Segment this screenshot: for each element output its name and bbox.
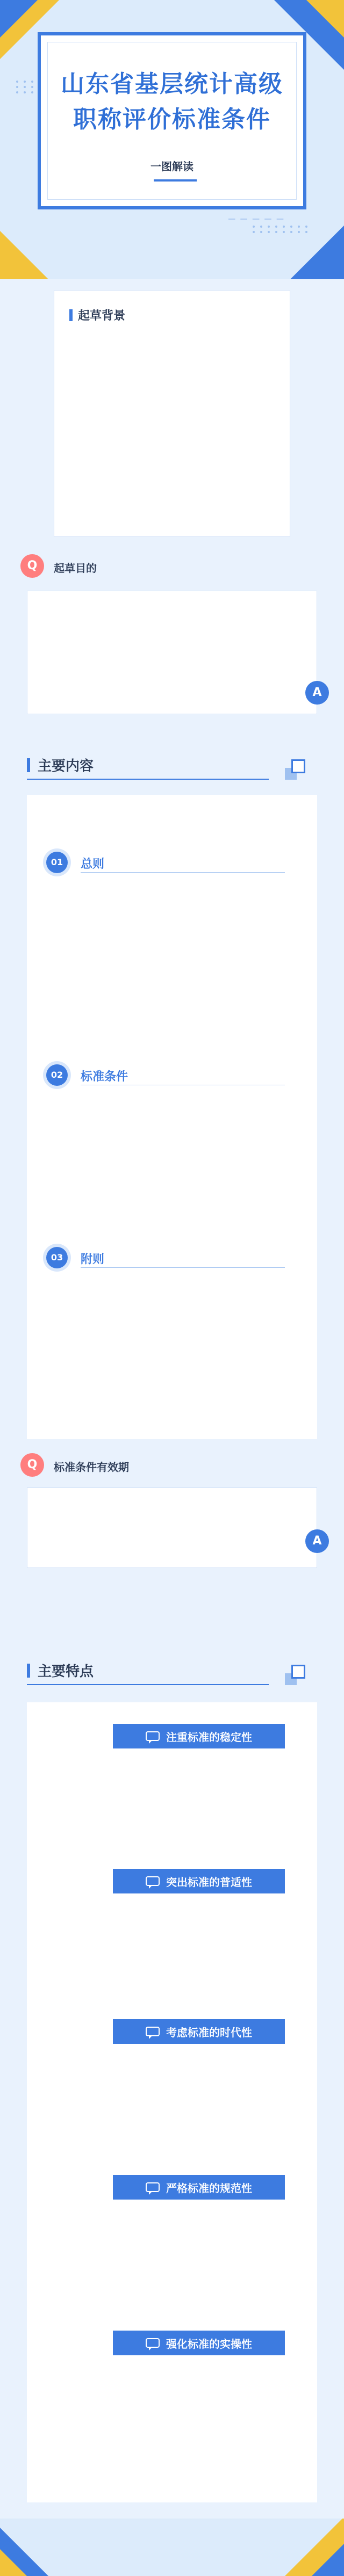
answer-card <box>27 1487 317 1568</box>
corner-decoration <box>0 231 48 279</box>
heading-bar <box>27 1664 30 1678</box>
question-label: 起草目的 <box>54 562 97 575</box>
page-title: 山东省基层统计高级职称评价标准条件 <box>61 70 283 133</box>
item-number-badge: 02 <box>46 1064 68 1086</box>
heading-underline <box>27 779 269 780</box>
chat-bubble-icon <box>146 1876 160 1886</box>
feature-title: 考虑标准的时代性 <box>166 2026 252 2039</box>
chat-bubble-icon <box>146 2182 160 2192</box>
item-title-conditions: 标准条件 <box>81 1070 128 1084</box>
main-content-title: 主要内容 <box>38 758 94 774</box>
main-content-card <box>27 795 317 1439</box>
footer-decoration <box>0 2519 344 2576</box>
item-number-badge: 01 <box>46 852 68 873</box>
item-title-appendix: 附则 <box>81 1253 105 1266</box>
item-underline <box>81 1267 285 1268</box>
feature-title: 严格标准的规范性 <box>166 2181 252 2195</box>
feature-title: 注重标准的稳定性 <box>166 1730 252 1744</box>
corner-decoration <box>0 0 38 38</box>
stacked-squares-icon <box>285 1665 305 1685</box>
main-content-heading <box>27 755 94 775</box>
features-card <box>27 1702 317 2502</box>
heading-bar <box>69 309 73 321</box>
corner-decoration <box>306 0 344 38</box>
heading-bar <box>27 758 30 772</box>
feature-banner <box>113 2019 285 2044</box>
header-banner <box>0 0 344 279</box>
features-title: 主要特点 <box>38 1664 94 1680</box>
feature-banner <box>113 2175 285 2200</box>
corner-decoration <box>290 226 344 279</box>
feature-banner <box>113 1869 285 1893</box>
background-title: 起草背景 <box>78 309 126 323</box>
feature-title: 突出标准的普适性 <box>166 1875 252 1889</box>
features-heading <box>27 1660 94 1680</box>
heading-underline <box>27 1684 269 1685</box>
question-icon: Q <box>20 554 44 578</box>
answer-icon: A <box>305 1529 329 1553</box>
question-label: 标准条件有效期 <box>54 1461 129 1474</box>
item-title-general: 总则 <box>81 858 105 871</box>
chat-bubble-icon <box>146 2027 160 2036</box>
stacked-squares-icon <box>285 759 305 780</box>
feature-banner <box>113 2331 285 2355</box>
feature-title: 强化标准的实操性 <box>166 2337 252 2350</box>
page-subtitle: 一图解读 <box>150 160 194 173</box>
chat-bubble-icon <box>146 1731 160 1741</box>
item-number-badge: 03 <box>46 1247 68 1268</box>
answer-card <box>27 591 317 714</box>
dash-decoration: — — — — — <box>228 215 285 223</box>
dot-grid-decoration <box>253 226 310 233</box>
background-heading <box>69 307 275 323</box>
answer-icon: A <box>305 681 329 705</box>
background-card <box>54 290 290 537</box>
question-icon: Q <box>20 1453 44 1477</box>
chat-bubble-icon <box>146 2338 160 2348</box>
title-card <box>38 32 306 209</box>
feature-banner <box>113 1724 285 1748</box>
item-underline <box>81 872 285 873</box>
subtitle-underline <box>154 179 197 182</box>
